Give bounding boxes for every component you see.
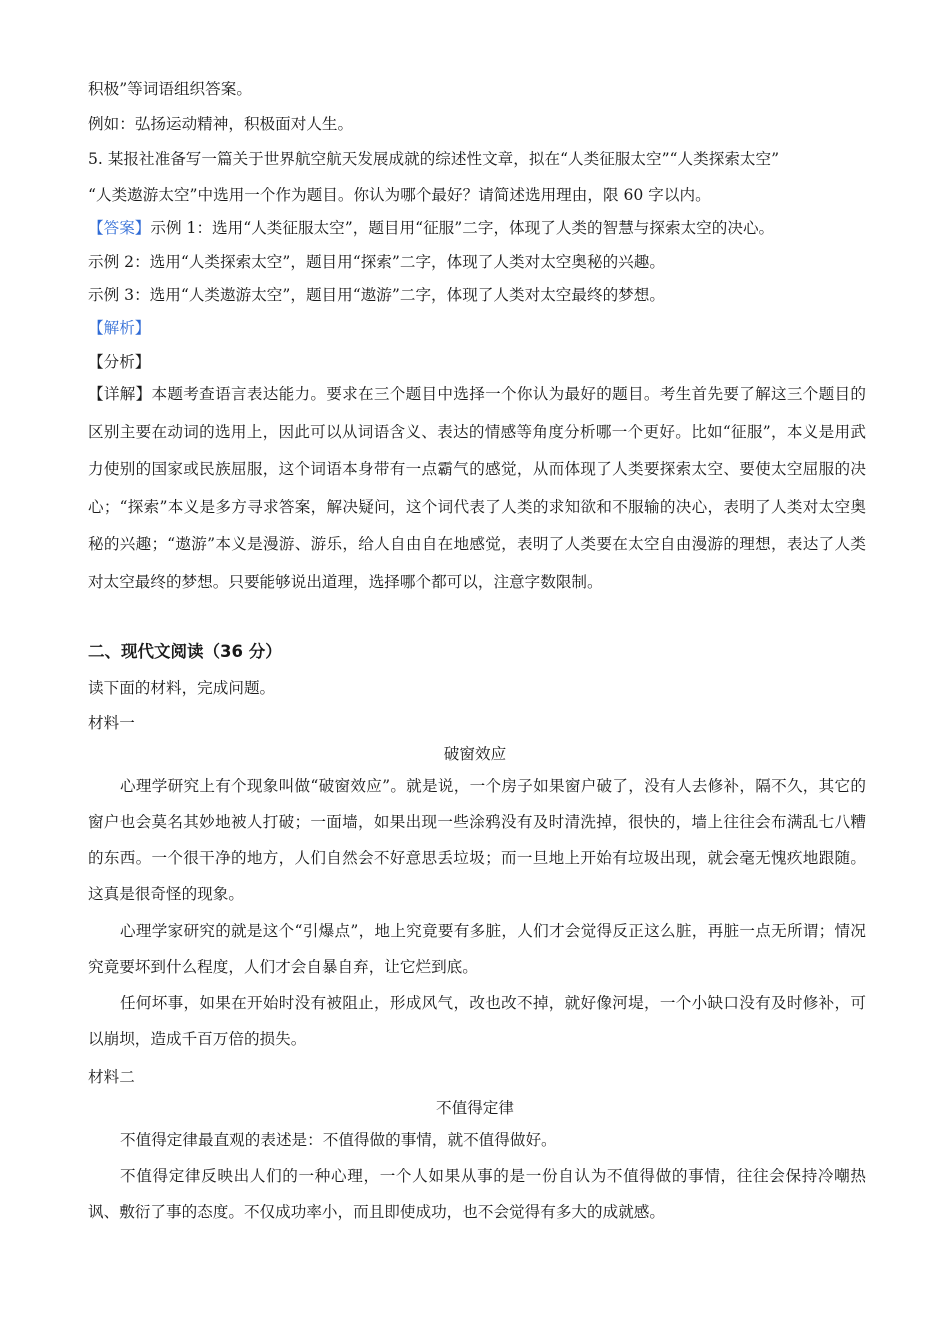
- q4-example-text: 例如：弘扬运动精神，积极面对人生。: [88, 115, 354, 133]
- material-1-paragraph-2: 心理学家研究的就是这个“引爆点”，地上究竟要有多脏，人们才会觉得反正这么脏，再脏一点无所谓；情况究竟要坏到什么程度，人们才会自暴自弃，让它烂到底。: [88, 922, 866, 976]
- material-2-paragraph-2: 不值得定律反映出人们的一种心理，一个人如果从事的是一份自认为不值得做的事情，往往会保持冷嘲热讽、敷衍了事的态度。不仅成功率小，而且即使成功，也不会觉得有多大的成就感。: [88, 1167, 866, 1221]
- answer-example-3: 示例 3：选用“人类遨游太空”，题目用“遨游”二字，体现了人类对太空最终的梦想。: [88, 286, 665, 304]
- q4-tail-text: 积极”等词语组织答案。: [88, 80, 252, 98]
- answer-example-2: 示例 2：选用“人类探索太空”，题目用“探索”二字，体现了人类对太空奥秘的兴趣。: [88, 253, 665, 271]
- material-1-title: 破窗效应: [443, 745, 507, 763]
- q5-answer: [88, 217, 774, 239]
- material-1-paragraph-3: 任何坏事，如果在开始时没有被阻止，形成风气，改也改不掉，就好像河堤，一个小缺口没有及时修补，可以崩坝，造成千百万倍的损失。: [88, 994, 866, 1048]
- material-2-paragraph-1: 不值得定律最直观的表述是：不值得做的事情，就不值得做好。: [120, 1131, 557, 1149]
- fenxi-tag: 【分析】: [88, 353, 151, 371]
- q5-question-line2: “人类遨游太空”中选用一个作为题目。你认为哪个最好？请简述选用理由，限 60 字以内。: [88, 186, 711, 204]
- material-1-paragraph-1: 心理学研究上有个现象叫做“破窗效应”。就是说，一个房子如果窗户破了，没有人去修补，隔不久，其它的窗户也会莫名其妙地被人打破；一面墙，如果出现一些涂鸦没有及时清洗掉，很快的，墙上往往会布满乱七八糟的东西。一个很干净的地方，人们自然会不好意思丢垃圾；而一旦地上开始有垃圾出现，就会毫无愧疚地跟随。这真是很奇怪的现象。: [88, 777, 866, 903]
- q5-question-line1: 5. 某报社准备写一篇关于世界航空航天发展成就的综述性文章，拟在“人类征服太空”“人类探索太空”: [88, 150, 780, 168]
- detail-paragraph: 【详解】本题考查语言表达能力。要求在三个题目中选择一个你认为最好的题目。考生首先要了解这三个题目的区别主要在动词的选用上，因此可以从词语含义、表达的情感等角度分析哪一个更好。比如“征服”，本义是用武力使别的国家或民族屈服，这个词语本身带有一点霸气的感觉，从而体现了人类要探索太空、要使太空屈服的决心；“探索”本义是多方寻求答案，解决疑问，这个词代表了人类的求知欲和不服输的决心，表明了人类对太空奥秘的兴趣；“遨游”本义是漫游、游乐，给人自由自在地感觉，表明了人类要在太空自由漫游的理想，表达了人类对太空最终的梦想。只要能够说出道理，选择哪个都可以，注意字数限制。: [88, 385, 866, 591]
- material-1-label: 材料一: [88, 714, 135, 732]
- analysis-tag: 【解析】: [88, 319, 151, 337]
- material-2-label: 材料二: [88, 1068, 135, 1086]
- material-2-title: 不值得定律: [436, 1099, 514, 1117]
- answer-example-1: 示例 1：选用“人类征服太空”，题目用“征服”二字，体现了人类的智慧与探索太空的决心。: [150, 219, 775, 237]
- reading-instruction: 读下面的材料，完成问题。: [88, 679, 276, 697]
- section-heading: 二、现代文阅读（36 分）: [88, 642, 282, 661]
- answer-tag: 【答案】: [88, 219, 151, 237]
